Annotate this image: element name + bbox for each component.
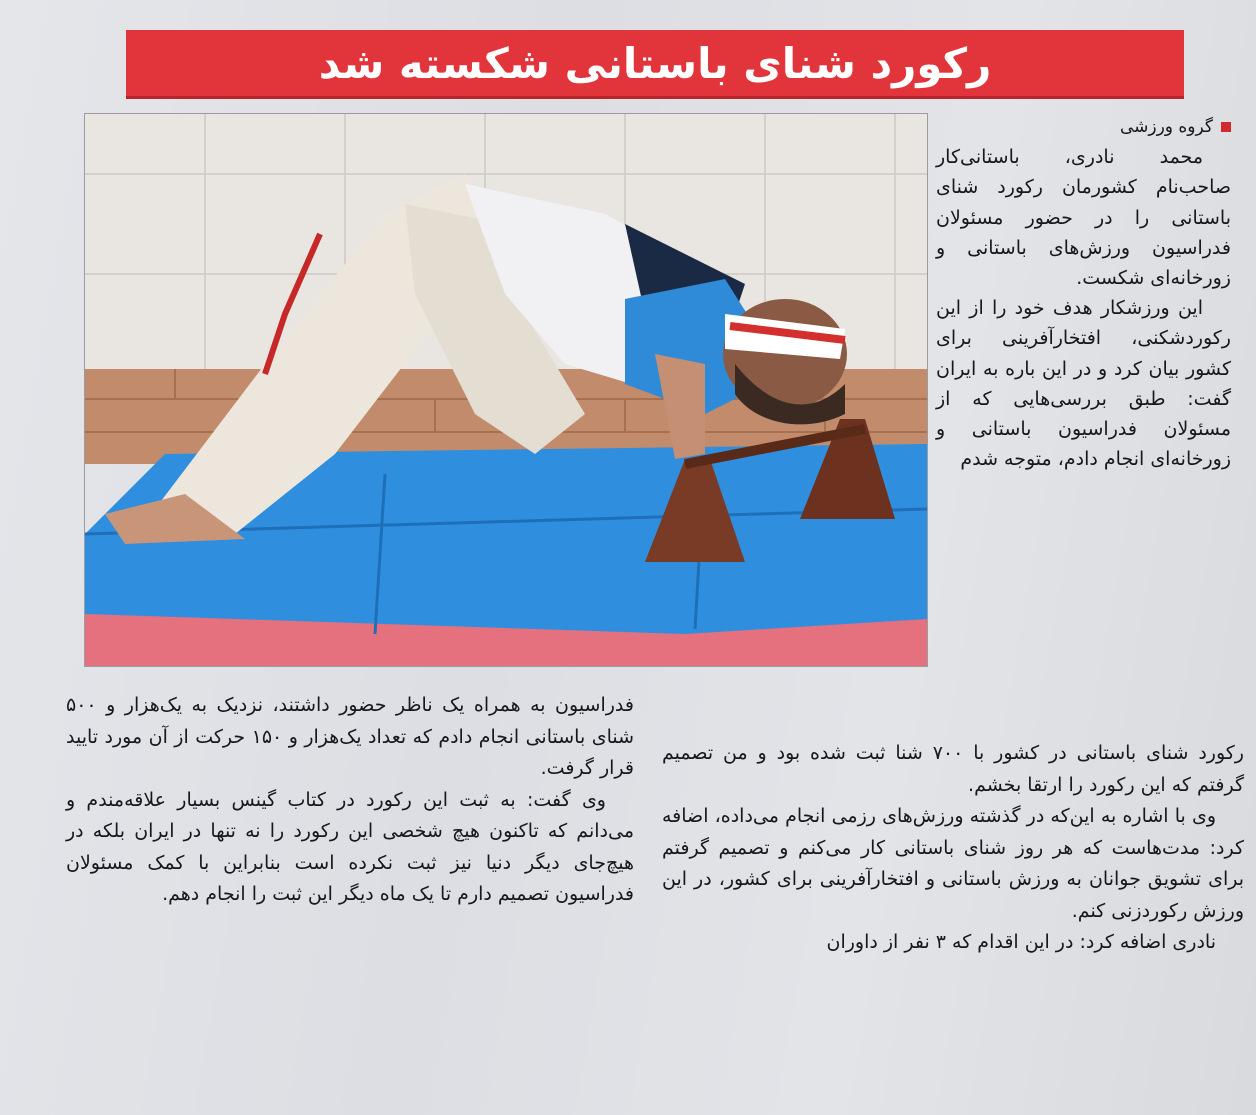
byline-text: گروه ورزشی xyxy=(1119,117,1213,137)
paragraph: وی با اشاره به این‌که در گذشته ورزش‌های رزمی انجام می‌داده، اضافه کرد: مدت‌هاست که هر روز شنای باستانی کار می‌کنم و تصمیم گرفتم برای تشویق جوانان به ورزش باستانی و افتخارآفرینی برای کشور، در این ورزش رکوردزنی کنم. xyxy=(662,805,1244,922)
paragraph: محمد نادری، باستانی‌کار صاحب‌نام کشورمان رکورد شنای باستانی را در حضور مسئولان فدراسیون ورزش‌های باستانی و زورخانه‌ای شکست. xyxy=(936,146,1231,290)
left-column xyxy=(66,690,634,911)
right-column xyxy=(936,112,1231,474)
headline-banner xyxy=(126,30,1184,99)
paragraph: نادری اضافه کرد: در این اقدام که ۳ نفر از داوران xyxy=(826,931,1216,953)
paragraph: این ورزشکار هدف خود را از این رکوردشکنی، افتخارآفرینی برای کشور بیان کرد و در این باره به ایران گفت: طبق بررسی‌هایی که از مسئولان فدراسیون باستانی و زورخانه‌ای انجام دادم، متوجه شدم xyxy=(936,297,1231,471)
byline xyxy=(936,112,1231,142)
middle-column xyxy=(662,738,1244,959)
bullet-icon xyxy=(1221,122,1231,132)
paragraph: وی گفت: به ثبت این رکورد در کتاب گینس بسیار علاقه‌مندم و می‌دانم که تاکنون هیچ شخصی این رکورد را نه تنها در ایران بلکه در هیچ‌جای دیگر دنیا نیز ثبت نکرده است بنابراین با کمک مسئولان فدراسیون تصمیم دارم تا یک ماه دیگر این ثبت را انجام دهم. xyxy=(66,788,634,905)
paragraph: رکورد شنای باستانی در کشور با ۷۰۰ شنا ثبت شده بود و من تصمیم گرفتم که این رکورد را ارتقا بخشم. xyxy=(662,742,1244,796)
article-photo xyxy=(84,113,928,667)
paragraph: فدراسیون به همراه یک ناظر حضور داشتند، نزدیک به یک‌هزار و ۵۰۰ شنای باستانی انجام دادم که تعداد یک‌هزار و ۱۵۰ حرکت از آن مورد تایید قرار گرفت. xyxy=(66,694,635,779)
athlete-pushup-photo xyxy=(85,114,927,666)
headline: رکورد شنای باستانی شکسته شد xyxy=(318,38,992,88)
